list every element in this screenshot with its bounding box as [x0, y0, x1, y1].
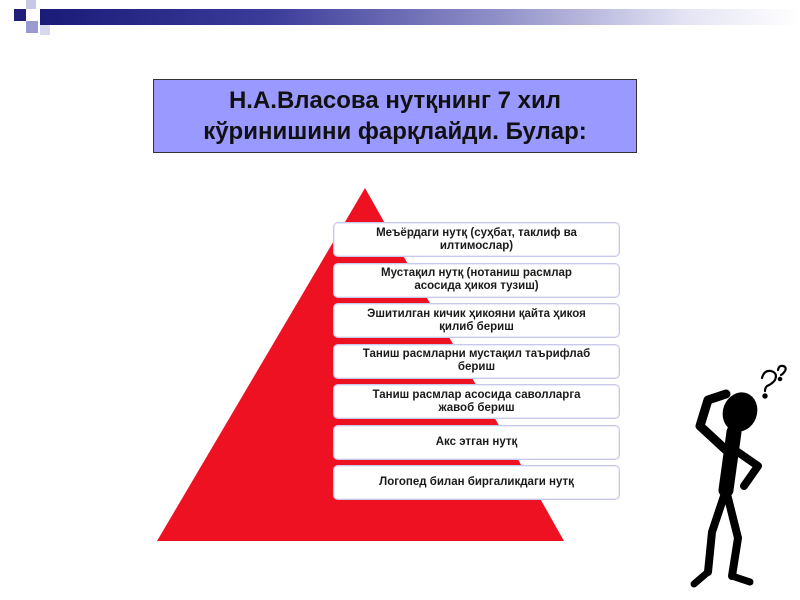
- pyramid-levels: [333, 222, 620, 506]
- thinking-stick-figure-icon: [686, 362, 794, 594]
- level-2-line-1: Мустақил нутқ (нотаниш расмлар: [381, 267, 572, 279]
- level-6-line-1: Акс этган нутқ: [435, 435, 518, 448]
- level-5-line-1: Таниш расмлар асосида саволларга: [372, 388, 581, 401]
- level-5-box: [333, 384, 620, 419]
- level-5-line-2: жавоб бериш: [438, 401, 515, 414]
- level-4-box: [333, 344, 620, 379]
- level-4-line-1: Таниш расмларни мустақил таърифлаб: [362, 348, 591, 360]
- level-2-box: [333, 263, 620, 298]
- title-line-1: Н.А.Власова нутқнинг 7 хил: [228, 87, 562, 114]
- level-2-line-2: асосида ҳикоя тузиш): [414, 280, 539, 292]
- level-3-line-1: Эшитилган кичик ҳикояни қайта ҳикоя: [367, 307, 586, 320]
- title-line-2: кўринишини фарқлайди. Булар:: [203, 118, 587, 145]
- level-7-box: [333, 465, 620, 500]
- level-3-box: [333, 303, 620, 338]
- level-4-line-2: бериш: [457, 361, 496, 373]
- level-3-line-2: қилиб бериш: [439, 320, 514, 333]
- level-1-box: [333, 222, 620, 257]
- level-7-line-1: Логопед билан биргаликдаги нутқ: [379, 476, 574, 488]
- level-1-line-1: Меъёрдаги нутқ (суҳбат, таклиф ва: [376, 226, 577, 239]
- level-1-line-2: илтимослар): [439, 239, 514, 252]
- question-mark-icon: [762, 366, 786, 398]
- level-6-box: [333, 425, 620, 460]
